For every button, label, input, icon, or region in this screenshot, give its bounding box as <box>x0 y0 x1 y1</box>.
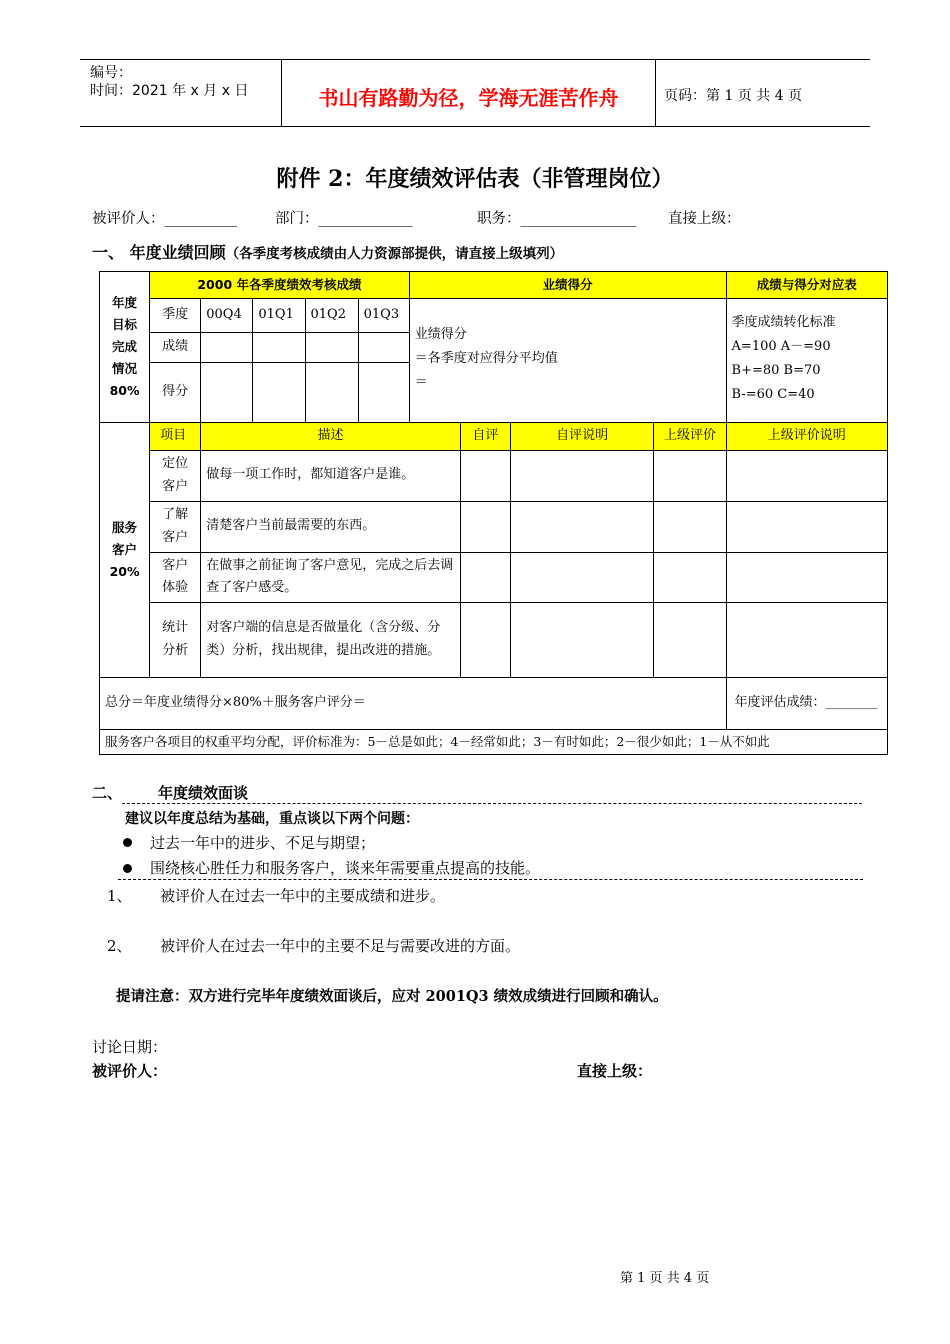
col-header-item: 项目 <box>150 422 201 450</box>
header-motto: 书山有路勤为径，学海无涯苦作舟 <box>318 86 619 110</box>
category-annual-target: 年度 目标 完成 情况 80% <box>100 272 150 423</box>
points-input-cell[interactable] <box>253 362 305 422</box>
item-number: 2、 <box>107 937 132 955</box>
footer-page-number: 第 1 页 共 4 页 <box>620 1271 710 1286</box>
performance-table <box>99 271 888 755</box>
table-row <box>100 501 888 552</box>
doc-time-label: 时间：2021 年 x 月 x 日 <box>90 83 249 99</box>
dashed-rule <box>118 879 863 880</box>
item-text: 被评价人在过去一年中的主要不足与需要改进的方面。 <box>160 937 521 955</box>
section1-note: （各季度考核成绩由人力资源部提供，请直接上级填列） <box>225 246 564 262</box>
service-description: 做每一项工作时，都知道客户是谁。 <box>201 450 461 501</box>
col-header-self-note: 自评说明 <box>511 422 654 450</box>
header-bottom-rule <box>80 126 870 127</box>
supervisor-eval-cell[interactable] <box>654 450 726 501</box>
supervisor-signature: 直接上级： <box>577 1062 653 1080</box>
supervisor-note-cell[interactable] <box>726 552 887 603</box>
doc-number-label: 编号： <box>90 65 132 81</box>
result-line: ＝ <box>414 375 428 391</box>
table-row <box>100 552 888 603</box>
service-item: 客户 体验 <box>150 552 201 603</box>
header-top-rule <box>80 59 870 60</box>
evaluatee-field: 被评价人：__________ <box>92 211 237 227</box>
quarter-label: 00Q4 <box>201 298 253 332</box>
bullet-text: 过去一年中的进步、不足与期望； <box>150 834 376 852</box>
quarter-scores-header: 2000 年各季度绩效考核成绩 <box>150 272 410 299</box>
department-field: 部门：_____________ <box>275 211 413 227</box>
section1-heading <box>92 240 563 263</box>
supervisor-note-cell[interactable] <box>726 603 887 678</box>
self-eval-cell[interactable] <box>460 450 510 501</box>
notice-text: 提请注意：双方进行完毕年度绩效面谈后，应对 2001Q3 绩效成绩进行回顾和确认。 <box>116 988 668 1005</box>
service-item: 定位 客户 <box>150 450 201 501</box>
col-header-self-eval: 自评 <box>460 422 510 450</box>
evaluatee-signature: 被评价人： <box>92 1062 168 1080</box>
page-indicator: 页码：第 1 页 共 4 页 <box>664 88 803 104</box>
points-input-cell[interactable] <box>358 362 409 422</box>
position-field: 职务：________________ <box>477 211 637 227</box>
table-row <box>100 450 888 501</box>
supervisor-eval-cell[interactable] <box>654 501 726 552</box>
table-row <box>100 603 888 678</box>
quarter-label: 01Q1 <box>253 298 305 332</box>
col-header-description: 描述 <box>201 422 461 450</box>
item-number: 1、 <box>107 887 132 905</box>
mapping-cell <box>726 298 887 422</box>
evaluation-criteria: 服务客户各项目的权重平均分配，评价标准为：5－总是如此；4－经常如此；3－有时如此；2－很少如此；1－从不如此 <box>100 730 888 755</box>
mapping-line: B+=80 B=70 <box>731 363 821 379</box>
total-formula: 总分＝年度业绩得分×80%＋服务客户评分＝ <box>100 678 727 730</box>
section2-heading: 年度绩效面谈 <box>158 784 249 802</box>
service-description: 在做事之前征询了客户意见，完成之后去调查了客户感受。 <box>201 552 461 603</box>
mapping-line: A=100 A－=90 <box>731 339 831 355</box>
mapping-line: B-=60 C=40 <box>731 387 815 403</box>
col-header-supervisor-eval: 上级评价 <box>654 422 726 450</box>
self-note-cell[interactable] <box>511 552 654 603</box>
annual-score-field[interactable]: 年度评估成绩：________ <box>726 678 887 730</box>
quarter-label: 01Q2 <box>305 298 358 332</box>
result-header: 业绩得分 <box>409 272 726 299</box>
score-input-cell[interactable] <box>253 332 305 362</box>
section1-title: 一、 年度业绩回顾 <box>92 243 226 262</box>
points-input-cell[interactable] <box>201 362 253 422</box>
header-divider <box>655 60 656 127</box>
self-eval-cell[interactable] <box>460 501 510 552</box>
supervisor-eval-cell[interactable] <box>654 603 726 678</box>
row-label-score: 成绩 <box>150 332 201 362</box>
points-input-cell[interactable] <box>305 362 358 422</box>
service-description: 对客户端的信息是否做量化（含分级、分类）分析，找出规律，提出改进的措施。 <box>201 603 461 678</box>
section2-intro: 建议以年度总结为基础，重点谈以下两个问题： <box>125 811 419 827</box>
result-line: 业绩得分 <box>414 327 467 343</box>
self-note-cell[interactable] <box>511 450 654 501</box>
service-description: 清楚客户当前最需要的东西。 <box>201 501 461 552</box>
page-title: 附件 2：年度绩效评估表（非管理岗位） <box>276 166 674 192</box>
category-service-customer: 服务 客户 20% <box>100 422 150 677</box>
section2-number: 二、 <box>92 784 123 802</box>
bullet-text: 围绕核心胜任力和服务客户，谈来年需要重点提高的技能。 <box>150 859 541 877</box>
service-item: 了解 客户 <box>150 501 201 552</box>
supervisor-note-cell[interactable] <box>726 501 887 552</box>
score-input-cell[interactable] <box>201 332 253 362</box>
col-header-supervisor-note: 上级评价说明 <box>726 422 887 450</box>
score-input-cell[interactable] <box>305 332 358 362</box>
mapping-header: 成绩与得分对应表 <box>726 272 887 299</box>
dashed-rule <box>122 803 862 804</box>
row-label-points: 得分 <box>150 362 201 422</box>
self-eval-cell[interactable] <box>460 603 510 678</box>
self-note-cell[interactable] <box>511 501 654 552</box>
result-line: ＝各季度对应得分平均值 <box>414 351 558 367</box>
self-note-cell[interactable] <box>511 603 654 678</box>
supervisor-note-cell[interactable] <box>726 450 887 501</box>
mapping-title: 季度成绩转化标准 <box>731 315 836 331</box>
supervisor-field: 直接上级： <box>668 211 741 227</box>
score-input-cell[interactable] <box>358 332 409 362</box>
supervisor-eval-cell[interactable] <box>654 552 726 603</box>
result-formula-cell <box>409 298 726 422</box>
service-item: 统计 分析 <box>150 603 201 678</box>
self-eval-cell[interactable] <box>460 552 510 603</box>
quarter-label: 01Q3 <box>358 298 409 332</box>
item-text: 被评价人在过去一年中的主要成绩和进步。 <box>160 887 446 905</box>
discussion-date: 讨论日期： <box>92 1038 168 1056</box>
bullet-icon <box>123 864 132 873</box>
row-label-quarter: 季度 <box>150 298 201 332</box>
bullet-icon <box>123 838 132 847</box>
